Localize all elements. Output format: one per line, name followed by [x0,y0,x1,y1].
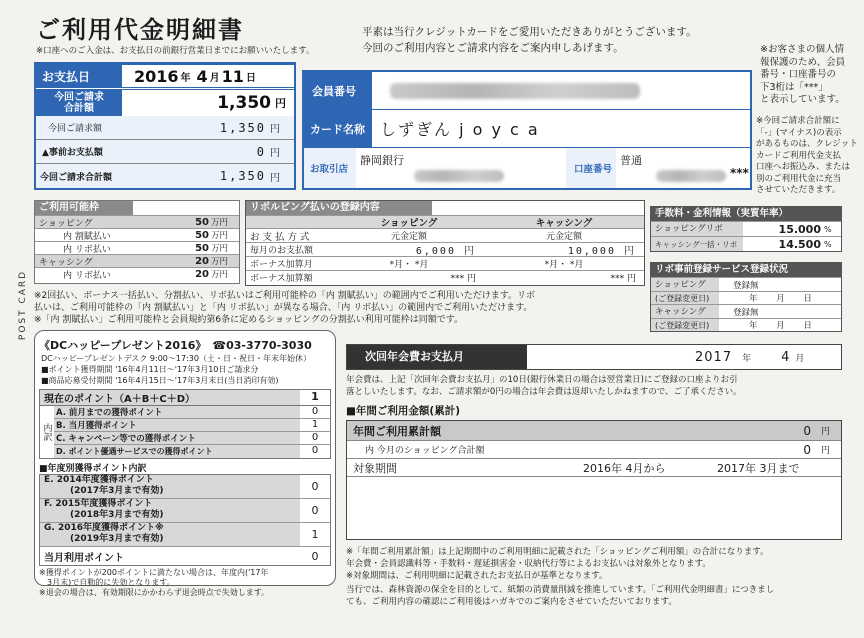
revolving-cashing: 10,000 円 [567,246,636,257]
breakdown-section [40,406,330,458]
payment-date-label: お支払日 [42,69,91,84]
breakdown-value: 0 [300,445,330,458]
note-line: ※獲得ポイントが200ポイントに満たない場合は、年度内('17年 [39,568,269,577]
col-cashing: キャッシング [535,218,593,229]
fee-unit: % [824,239,832,249]
note-line: 年会費・会員認識料等・手数料・遅延損害金・収納代行等によるお支払いは対象外となります。 [346,559,711,569]
note-line: 払いは、ご利用可能枠の「内 割賦払い」と「内 リボ払い」が異なる場合、「内 リボ払い」の範囲内でご利用いただけます。 [34,303,533,313]
breakdown-row [54,419,330,432]
limit-label: 内 割賦払い [63,231,111,242]
note-line: ても、ご利用内容の確認にご利用後はハガキでのご案内をさせていただいております。 [346,597,677,607]
payment-row [36,140,294,164]
annual-fee-month: 4 [781,349,790,365]
prereg-status: 登録無 [733,307,759,318]
limit-row [35,215,239,228]
revolving-cashing: *月・ *月 [544,260,584,270]
campaign-period2: ■商品応募受付期間 '16年4月15日～'17年3月末日(当日消印有効) [41,376,279,385]
annual-sub-row [347,441,841,459]
note-line: 「-」(マイナス)の表示 [756,127,842,138]
prereg-status: 年 月 日 [749,294,812,304]
yen-unit: 円 [821,446,831,456]
limit-unit: 万円 [211,257,229,267]
note-line: 番号・口座番号の [760,69,837,80]
breakdown-row [54,445,330,458]
campaign-period1: ■ポイント獲得期間 '16年4月11日～'17年3月10日ご請求分 [41,365,259,374]
yearly-label-cell [40,499,300,522]
limit-row [35,267,239,280]
note-line: 別のご利用代金に充当 [756,173,842,184]
revolving-row [246,270,644,284]
yen-unit: 円 [821,427,831,437]
breakdown-value: 0 [300,406,330,418]
yearly-row [40,475,330,499]
limit-unit: 万円 [211,218,229,228]
note-line: ※2回払い、ボーナス一括払い、分割払い、リボ払いはご利用可能枠の「内 割賦払い」の範囲内でご利用いただけます。リボ [34,291,536,301]
note-line: ※「年間ご利用累計額」は上記期間中のご利用明細に記載された「ショッピングご利用額」の合計になります。 [346,547,769,557]
fee-value: 15.000 [778,222,821,236]
prereg-row [651,277,841,291]
points-campaign-row [35,331,335,353]
annual-fee-row [347,345,841,369]
limits-box [34,200,240,284]
post-card-label: POST CARD [18,269,29,341]
fee-row [651,221,841,236]
prereg-label: キャッシング [651,305,719,318]
breakdown-value: 0 [300,432,330,444]
total-label: 今回ご請求合計額 [54,91,104,114]
card-name-label: カード名称 [304,110,372,147]
revolving-shopping: 6,000 円 [415,246,476,257]
limit-row [35,228,239,241]
breakdown-list [54,406,330,458]
note-line: させていただきます。 [756,185,841,195]
limit-unit: 万円 [211,231,229,241]
greeting-line: 今回のご利用内容とご請求内容をご案内申しあげます。 [362,42,624,54]
total-value-cell [122,90,294,116]
breakdown-label: C. キャンペーン等での獲得ポイント [56,434,196,444]
note-line: ※「内 割賦払い」ご利用可能枠と会員規約第6条に定めるショッピングの分割払い利用可能枠は同額です。 [34,315,464,325]
payment-day: 11 [221,66,244,86]
bottom-notes [346,546,846,608]
limit-value: 50 [195,229,209,241]
yearly-label: F. 2015年度獲得ポイント [44,499,153,509]
limit-unit: 万円 [211,244,229,254]
breakdown-label: A. 前月までの獲得ポイント [56,408,163,418]
note-line: 下3桁は「***」 [760,81,828,93]
fee-label: キャッシング一括・リボ [651,237,743,251]
member-number-row [304,72,750,110]
yearly-label: G. 2016年度獲得ポイント※ [44,523,164,533]
annual-fee-label: 次回年会費お支払月 [347,345,527,369]
campaign-title: 《DCハッピープレゼント2016》 [39,339,207,352]
fees-box [650,206,842,252]
campaign-desk: DCハッピープレゼントデスク 9:00～17:30（土・日・祝日・年末年始休） [41,354,311,363]
card-name-row [304,110,750,148]
card-name: しずぎん j o y c a [380,120,540,139]
fee-label: ショッピングリボ [651,222,743,236]
points-table [39,389,331,459]
yearly-table [39,474,331,566]
revolving-cashing: *** 円 [610,274,636,284]
month-unit: 月 [209,72,220,84]
account-suffix: *** [730,166,749,180]
fees-header: 手数料・金利情報（実質年率） [651,207,841,221]
revolving-row [246,256,644,270]
row-label: 今回ご請求合計額 [40,172,113,183]
yearly-value: 1 [311,528,319,541]
total-row [36,88,294,116]
payment-deadline-note: ※口座へのご入金は、お支払日の前銀行営業日までにお願いいたします。 [36,46,315,56]
note-line: 年会費は、上記「次回年会費お支払月」の10日(銀行休業日の場合は翌営業日)にご登録の口座よりお引 [346,375,738,385]
revolving-cashing: 元金定額 [545,232,582,242]
prereg-label: (ご登録変更日) [651,292,719,304]
limit-label: 内 リボ払い [63,270,111,281]
breakdown-value: 1 [300,419,330,431]
campaign-phone: ☎03-3770-3030 [212,338,312,352]
note-line: 当行では、森林資源の保全を目的として、紙類の消費量削減を推進しています。「ご利用代金明細書」につきまし [346,585,775,595]
row-label: ▲事前お支払額 [42,148,103,158]
limit-row [35,241,239,254]
used-points-value: 0 [311,549,319,563]
revolving-row [246,242,644,256]
payment-row [36,164,294,188]
annual-sub-label: 内 今月のショッピング合計額 [365,446,485,456]
row-unit: 円 [270,124,280,135]
bank-cell [356,148,566,188]
fee-value: 14.500 [778,237,821,251]
payment-month: 4 [196,66,208,86]
limits-header: ご利用可能枠 [35,201,133,215]
prereg-status: 登録無 [733,280,759,291]
prereg-row [651,304,841,318]
limit-unit: 万円 [211,270,229,280]
limit-label: 内 リボ払い [63,244,111,255]
member-box [302,70,752,190]
prereg-label: (ご登録変更日) [651,319,719,331]
prereg-status: 年 月 日 [749,321,812,331]
points-notes [35,566,335,598]
year-unit: 年 [742,353,752,364]
annual-fee-year: 2017 [695,349,733,365]
limit-value: 20 [195,255,209,267]
annual-total-row [347,421,841,441]
note-line: 口座へお振込み、または [756,162,851,172]
annual-total-label: 年間ご利用累計額 [353,424,441,438]
annual-total-value: 0 [803,423,811,438]
limit-label: キャッシング [39,257,93,268]
annual-fee-notes [346,374,846,398]
yearly-value: 0 [311,504,319,517]
yearly-label-cell [40,475,300,498]
note-line: ※対象期間は、ご利用明細に記載されたお支払日が基準となります。 [346,571,608,581]
limit-value: 20 [195,268,209,280]
page-title: ご利用代金明細書 [36,16,244,44]
note-line: と表示しています。 [760,94,845,105]
payment-row [36,116,294,140]
revolving-shopping: *** 円 [450,274,476,284]
annual-fee-date [527,350,841,365]
breakdown-row [54,432,330,445]
row-value: 1,350 [219,169,266,183]
revolving-label: お支払方式 [250,231,313,243]
payment-date [122,65,294,87]
yearly-row [40,523,330,547]
account-redacted [656,170,726,182]
limit-label: ショッピング [39,218,93,229]
annual-sub-value: 0 [803,442,811,457]
month-unit: 月 [795,353,805,364]
limit-notes [34,290,646,326]
revolving-box [245,200,645,286]
prereg-row [651,318,841,331]
col-shopping: ショッピング [380,218,438,229]
prereg-box [650,262,842,332]
bank-name: 静岡銀行 [360,154,404,167]
yearly-sub: (2018年3月まで有効) [70,510,164,520]
breakdown-side-label: 内訳 [41,423,52,441]
row-label: 今回ご請求額 [48,124,103,134]
revolving-header: リボルビング払いの登録内容 [246,201,432,215]
period-from: 2016年 4月から [583,461,666,475]
greeting-line: 平素は当行クレジットカードをご愛用いただきありがとうございます。 [362,26,697,38]
note-line: カードご利用代金支払 [756,150,842,161]
revolving-shopping: 元金定額 [390,232,427,242]
limit-value: 50 [195,216,209,228]
year-unit: 年 [180,72,191,84]
annual-usage-box [346,420,842,540]
prereg-header: リボ事前登録サービス登録状況 [651,263,841,277]
revolving-shopping: *月・ *月 [389,260,429,270]
prereg-label: ショッピング [651,278,719,291]
note-line: があるものは、クレジット [756,139,858,149]
period-to: 2017年 3月まで [717,461,800,475]
revolving-label: 毎月のお支払額 [250,246,314,256]
privacy-note [760,44,864,107]
period-row [347,459,841,477]
revolving-row [246,228,644,242]
bank-label: お取引店 [310,164,349,175]
payment-date-row [36,64,294,88]
yearly-label-cell [40,523,300,546]
note-line: ※退会の場合は、有効期限にかかわらず退会時点で失効します。 [39,588,270,597]
revolving-label: ボーナス加算額 [250,274,313,284]
note-line: ※今回ご請求合計額に [756,116,840,126]
yearly-label: E. 2014年度獲得ポイント [44,475,154,485]
note-line: 3月末)で自動的に失効となります。 [47,578,175,587]
annual-usage-header: ■年間ご利用金額(累計) [346,405,461,417]
greeting [362,24,697,56]
breakdown-row [54,406,330,419]
yearly-sub: (2019年3月まで有効) [70,534,164,544]
account-label: 口座番号 [574,164,613,175]
limit-value: 50 [195,242,209,254]
yearly-sub: (2017年3月まで有効) [70,486,164,496]
note-line: 報保護のため、会員 [760,56,846,68]
member-number-label: 会員番号 [304,72,372,109]
used-points-label: 当月利用ポイント [44,552,124,564]
fee-unit: % [824,224,832,234]
branch-redacted [414,170,504,182]
row-value: 1,350 [219,120,266,135]
points-box [34,330,336,597]
yearly-row [40,499,330,523]
current-points-row [40,390,330,406]
breakdown-label: B. 当月獲得ポイント [56,421,137,431]
prereg-row [651,291,841,304]
fee-row [651,236,841,251]
current-points-value: 1 [300,390,330,405]
period-label: 対象期間 [353,461,397,475]
row-unit: 円 [270,148,280,159]
current-points-label: 現在のポイント（A＋B＋C＋D） [44,394,196,405]
row-unit: 円 [270,172,280,184]
row-value: 0 [256,144,266,159]
note-line: ※お客さまの個人情 [760,44,844,55]
yen-unit: 円 [275,96,286,110]
breakdown-label: D. ポイント優遇サービスでの獲得ポイント [56,447,213,456]
minus-note [756,116,864,197]
member-number-redacted [390,83,640,99]
yearly-value: 0 [311,480,319,493]
used-points-row [40,547,330,565]
total-amount: 1,350 [217,92,271,113]
bank-row [304,148,750,188]
revolving-col-header [246,215,644,228]
revolving-label: ボーナス加算月 [250,260,313,270]
annual-fee-box [346,344,842,370]
limit-row [35,254,239,267]
day-unit: 日 [245,72,256,84]
account-cell [616,148,750,188]
payment-year: 2016 [134,66,179,86]
payment-box [34,62,296,190]
account-type: 普通 [620,154,642,167]
yearly-header: ■年度別獲得ポイント内訳 [39,464,147,474]
note-line: 落としいたします。なお、ご請求額が0円の場合は年会費は返却いたしかねますので、ご了承ください。 [346,387,742,397]
